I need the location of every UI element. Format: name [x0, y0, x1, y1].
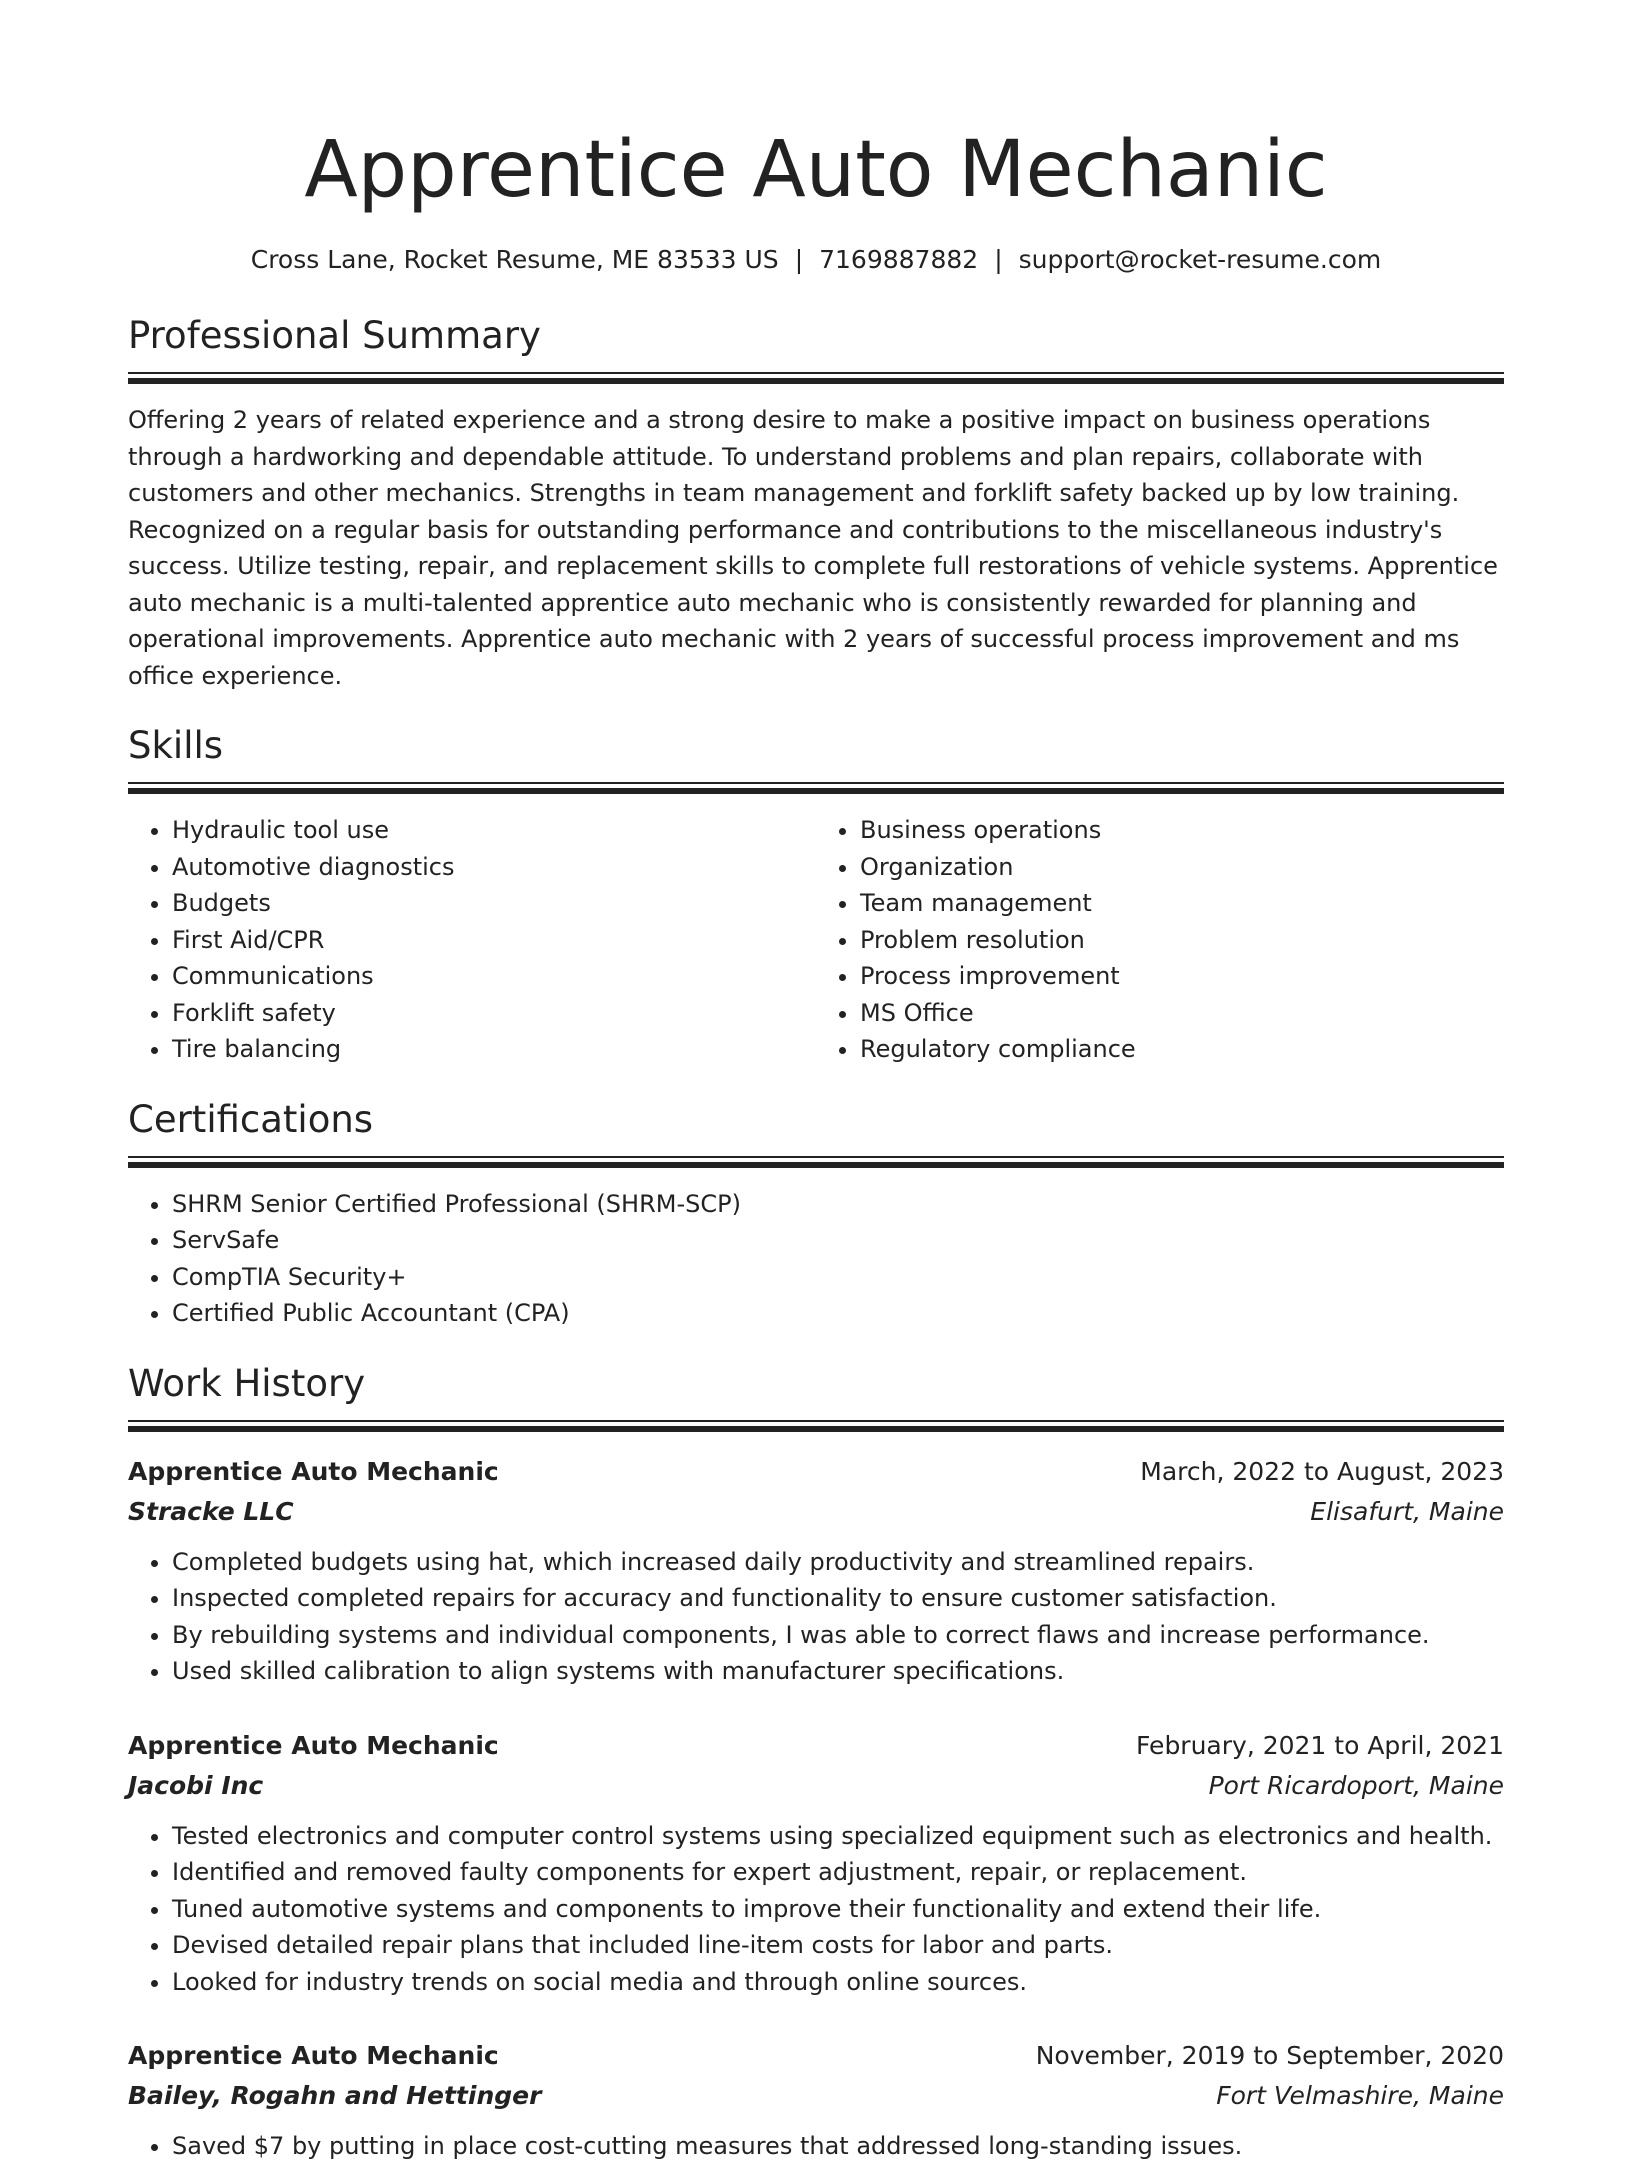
section-divider [128, 782, 1504, 794]
certification-item: • Certified Public Accountant (CPA) [172, 1295, 1504, 1332]
job-entry [128, 2036, 1504, 2165]
job-entry [128, 1726, 1504, 2001]
contact-phone: 7169887882 [819, 245, 979, 274]
skill-item: • Communications [172, 958, 816, 995]
skill-item: • Process improvement [860, 958, 1504, 995]
job-header-row [128, 1726, 1504, 1766]
job-company: Bailey, Rogahn and Hettinger [128, 2081, 542, 2110]
contact-separator: | [994, 245, 1003, 274]
summary-text: Offering 2 years of related experience and a strong desire to make a positive impact on business operations through a hardworking and dependable attitude. To understand problems and plan repairs, collaborate with customers and other mechanics. Strengths in team management and forklift safety backed up by low training. Recognized on a regular basis for outstanding performance and contributions to the miscellaneous industry's success. Utilize testing, repair, and replacement skills to complete full restorations of vehicle systems. Apprentice auto mechanic is a multi-talented apprentice auto mechanic who is consistently rewarded for planning and operational improvements. Apprentice auto mechanic with 2 years of successful process improvement and ms office experience. [128, 406, 1498, 690]
skill-item: • Organization [860, 849, 1504, 886]
job-company-row [128, 1492, 1504, 1532]
contact-email: support@rocket-resume.com [1018, 245, 1382, 274]
job-bullet: • Tuned automotive systems and components to improve their functionality and extend their life. [172, 1891, 1504, 1928]
section-title-skills: Skills [128, 724, 224, 767]
job-company: Stracke LLC [128, 1496, 294, 1526]
job-location: Fort Velmashire, Maine [1216, 2081, 1504, 2110]
job-dates: February, 2021 to April, 2021 [1136, 1730, 1504, 1760]
job-location: Port Ricardoport, Maine [1208, 1770, 1504, 1800]
job-bullet: • Saved $7 by putting in place cost-cutting measures that addressed long-standing issues. [172, 2128, 1504, 2165]
job-title: Apprentice Auto Mechanic [128, 1730, 499, 1760]
section-title-summary: Professional Summary [128, 314, 541, 357]
job-bullet: • Inspected completed repairs for accuracy and functionality to ensure customer satisfaction. [172, 1580, 1504, 1617]
certifications-list [128, 1186, 1504, 1332]
section-title-certifications: Certifications [128, 1097, 374, 1141]
skill-item: • Budgets [172, 885, 816, 922]
work-history-section [128, 1362, 1504, 2165]
skill-item: • Team management [860, 885, 1504, 922]
job-bullet: • Used skilled calibration to align systems with manufacturer specifications. [172, 1653, 1504, 1690]
job-bullet: • Devised detailed repair plans that included line-item costs for labor and parts. [172, 1927, 1504, 1964]
job-bullets [128, 1544, 1504, 1690]
section-divider [128, 1156, 1504, 1168]
section-divider [128, 372, 1504, 384]
job-bullet: • Tested electronics and computer control systems using specialized equipment such as electronics and health. [172, 1818, 1504, 1855]
job-company: Jacobi Inc [128, 1770, 264, 1800]
skills-list-right [816, 812, 1504, 1068]
job-company-row [128, 2076, 1504, 2116]
job-dates: March, 2022 to August, 2023 [1140, 1456, 1504, 1486]
skill-item: • Tire balancing [172, 1031, 816, 1068]
skill-item: • Business operations [860, 812, 1504, 849]
job-title: Apprentice Auto Mechanic [128, 1456, 499, 1486]
job-bullets [128, 2128, 1504, 2165]
job-dates: November, 2019 to September, 2020 [1035, 2041, 1504, 2070]
contact-line [128, 244, 1504, 276]
skill-item: • Regulatory compliance [860, 1031, 1504, 1068]
job-bullets [128, 1818, 1504, 2001]
job-bullet: • Identified and removed faulty components for expert adjustment, repair, or replacement. [172, 1854, 1504, 1891]
skills-section [128, 724, 1504, 1068]
section-title-work-history: Work History [128, 1361, 366, 1405]
summary-section [128, 314, 1504, 694]
job-header-row [128, 1452, 1504, 1492]
job-header-row [128, 2036, 1504, 2076]
skill-item: • MS Office [860, 995, 1504, 1032]
job-bullet: • Completed budgets using hat, which increased daily productivity and streamlined repairs. [172, 1544, 1504, 1581]
section-divider [128, 1420, 1504, 1432]
skills-list-left [128, 812, 816, 1068]
certification-item: • SHRM Senior Certified Professional (SHRM-SCP) [172, 1186, 1504, 1223]
job-bullet: • By rebuilding systems and individual components, I was able to correct flaws and increase performance. [172, 1617, 1504, 1654]
job-entry [128, 1452, 1504, 1690]
skill-item: • Hydraulic tool use [172, 812, 816, 849]
contact-address: Cross Lane, Rocket Resume, ME 83533 US [250, 245, 779, 274]
contact-separator: | [794, 245, 804, 274]
candidate-name: Apprentice Auto Mechanic [304, 125, 1328, 215]
skill-item: • Problem resolution [860, 922, 1504, 959]
certification-item: • CompTIA Security+ [172, 1259, 1504, 1296]
skill-item: • Automotive diagnostics [172, 849, 816, 886]
job-company-row [128, 1766, 1504, 1806]
resume-page [128, 120, 1504, 2165]
job-title: Apprentice Auto Mechanic [128, 2041, 499, 2070]
job-location: Elisafurt, Maine [1310, 1496, 1504, 1526]
certifications-section [128, 1098, 1504, 1332]
certification-item: • ServSafe [172, 1222, 1504, 1259]
skills-columns [128, 812, 1504, 1068]
skill-item: • First Aid/CPR [172, 922, 816, 959]
skill-item: • Forklift safety [172, 995, 816, 1032]
job-bullet: • Looked for industry trends on social media and through online sources. [172, 1964, 1504, 2001]
